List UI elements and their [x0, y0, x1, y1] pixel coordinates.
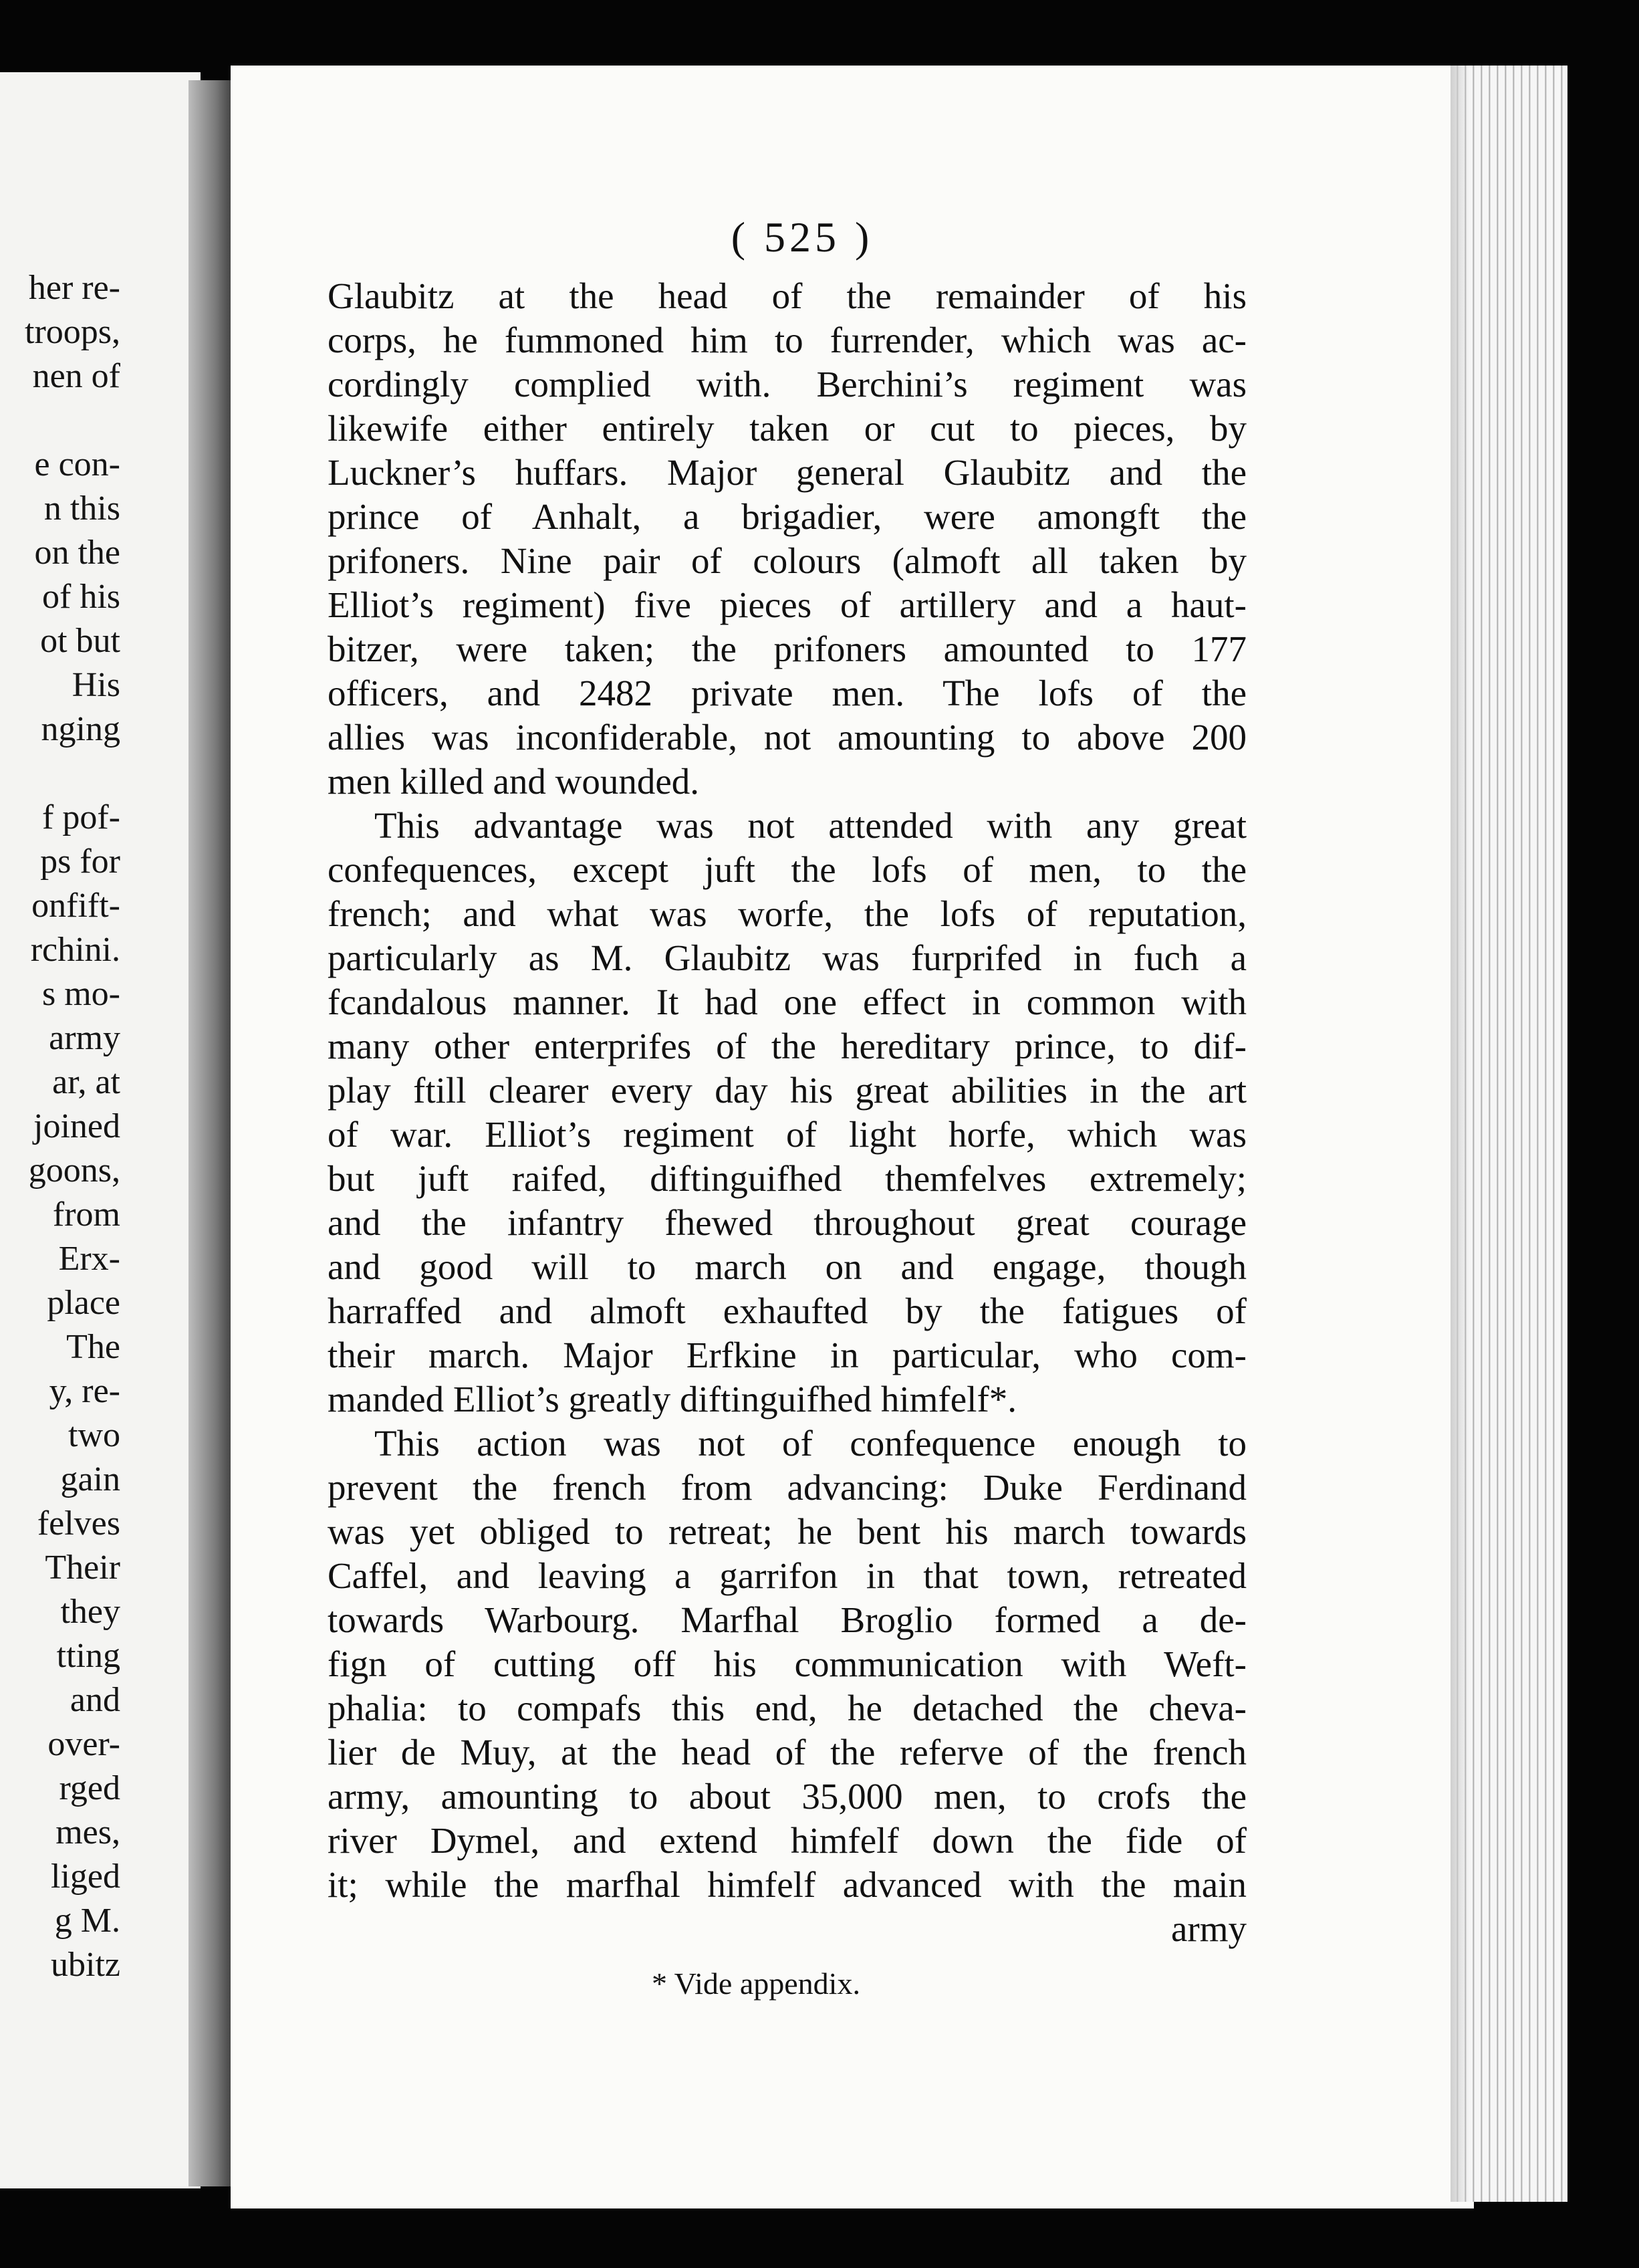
left-line: on the [34, 534, 120, 572]
text-line: play ftill clearer every day his great abilities in the art [328, 1070, 1247, 1111]
body-text [328, 274, 1247, 1951]
left-line: of his [42, 578, 120, 616]
text-line: allies was inconfiderable, not amounting to above 200 [328, 717, 1247, 758]
left-line: felves [37, 1504, 120, 1543]
book-gutter-shadow [188, 80, 234, 2186]
text-line: and the infantry fhewed throughout great courage [328, 1202, 1247, 1243]
left-line: y, re- [49, 1372, 120, 1410]
left-line: n this [43, 489, 120, 528]
text-line: confequences, except juft the lofs of men, to the [328, 849, 1247, 890]
text-line: particularly as M. Glaubitz was furprifed in fuch a [328, 937, 1247, 978]
text-line: and good will to march on and engage, though [328, 1246, 1247, 1287]
text-line: likewife either entirely taken or cut to pieces, by [328, 408, 1247, 449]
paragraph-1 [328, 274, 1247, 804]
left-line: onfift- [31, 887, 120, 925]
text-line: was yet obliged to retreat; he bent his march towards [328, 1511, 1247, 1552]
text-line: cordingly complied with. Berchini’s regiment was [328, 364, 1247, 405]
left-line: nging [41, 710, 120, 748]
left-line: nen of [32, 357, 120, 395]
left-line: f pof- [42, 798, 120, 836]
left-line: ot but [40, 622, 120, 660]
left-line: army [49, 1019, 120, 1057]
text-line: towards Warbourg. Marfhal Broglio formed a de- [328, 1599, 1247, 1640]
text-line: prevent the french from advancing: Duke Ferdinand [328, 1467, 1247, 1508]
footnote: * Vide appendix. [652, 1966, 860, 2001]
catchword: army [1170, 1908, 1247, 1949]
text-line: This advantage was not attended with any great [374, 805, 1247, 846]
text-line: corps, he fummoned him to furrender, which was ac- [328, 320, 1247, 360]
text-line: Caffel, and leaving a garrifon in that town, retreated [328, 1555, 1247, 1596]
text-line: bitzer, were taken; the prifoners amounted to 177 [328, 629, 1247, 669]
left-line: liged [51, 1857, 120, 1896]
left-line: her re- [28, 269, 120, 307]
paragraph-3 [328, 1422, 1247, 1907]
text-line: prifoners. Nine pair of colours (almoft all taken by [328, 540, 1247, 581]
text-line: fign of cutting off his communication with Weft- [328, 1643, 1247, 1684]
left-line: gain [60, 1460, 120, 1498]
left-line: joined [33, 1107, 120, 1145]
text-line: men killed and wounded. [328, 761, 699, 802]
page-number: ( 525 ) [731, 213, 874, 261]
text-line: their march. Major Erfkine in particular, who com- [328, 1335, 1247, 1375]
text-line: french; and what was worfe, the lofs of reputation, [328, 893, 1247, 934]
text-line: army, amounting to about 35,000 men, to crofs the [328, 1776, 1247, 1817]
left-line: goons, [28, 1151, 120, 1189]
text-line: Elliot’s regiment) five pieces of artillery and a haut- [328, 584, 1247, 625]
left-facing-page [0, 72, 201, 2188]
text-line: Glaubitz at the head of the remainder of his [328, 275, 1247, 316]
left-line: tting [56, 1637, 120, 1675]
text-line: but juft raifed, diftinguifhed themfelves extremely; [328, 1158, 1247, 1199]
text-line: prince of Anhalt, a brigadier, were amongft the [328, 496, 1247, 537]
left-line: g M. [54, 1902, 120, 1940]
left-line: mes, [55, 1813, 120, 1851]
left-line: ar, at [52, 1063, 120, 1101]
left-line: rchini. [30, 931, 120, 969]
page-edges-shade [1451, 66, 1469, 2202]
left-line: from [52, 1196, 120, 1234]
left-line: two [68, 1416, 120, 1454]
left-line: ubitz [51, 1946, 120, 1984]
text-line: many other enterprifes of the hereditary prince, to dif- [328, 1026, 1247, 1066]
left-line-gap [0, 752, 120, 796]
text-line: Luckner’s huffars. Major general Glaubitz and the [328, 452, 1247, 493]
left-line: ps for [40, 842, 120, 881]
text-line: lier de Muy, at the head of the referve of the french [328, 1732, 1247, 1773]
left-line: s mo- [42, 975, 120, 1013]
left-page-text [0, 266, 120, 1987]
left-line-gap [0, 399, 120, 443]
left-line: over- [47, 1725, 120, 1763]
left-line: and [70, 1681, 120, 1719]
text-line: officers, and 2482 private men. The lofs of the [328, 673, 1247, 713]
text-line: This action was not of confequence enough to [374, 1423, 1247, 1464]
text-line: river Dymel, and extend himfelf down the fide of [328, 1820, 1247, 1861]
left-line: His [72, 666, 120, 704]
left-line: they [60, 1593, 120, 1631]
left-line: rged [59, 1769, 120, 1807]
text-line: it; while the marfhal himfelf advanced with the main [328, 1864, 1247, 1905]
text-line: manded Elliot’s greatly diftinguifhed himfelf*. [328, 1379, 1017, 1420]
left-line: place [47, 1284, 120, 1322]
text-line: of war. Elliot’s regiment of light horfe, which was [328, 1114, 1247, 1155]
paragraph-2 [328, 804, 1247, 1422]
text-line: fcandalous manner. It had one effect in common with [328, 982, 1247, 1022]
left-line: troops, [25, 313, 120, 351]
left-line: Erx- [58, 1240, 120, 1278]
text-line: phalia: to compafs this end, he detached the cheva- [328, 1688, 1247, 1728]
left-line: e con- [34, 445, 120, 483]
left-line: The [66, 1328, 120, 1366]
left-line: Their [45, 1549, 120, 1587]
text-line: harraffed and almoft exhaufted by the fatigues of [328, 1290, 1247, 1331]
